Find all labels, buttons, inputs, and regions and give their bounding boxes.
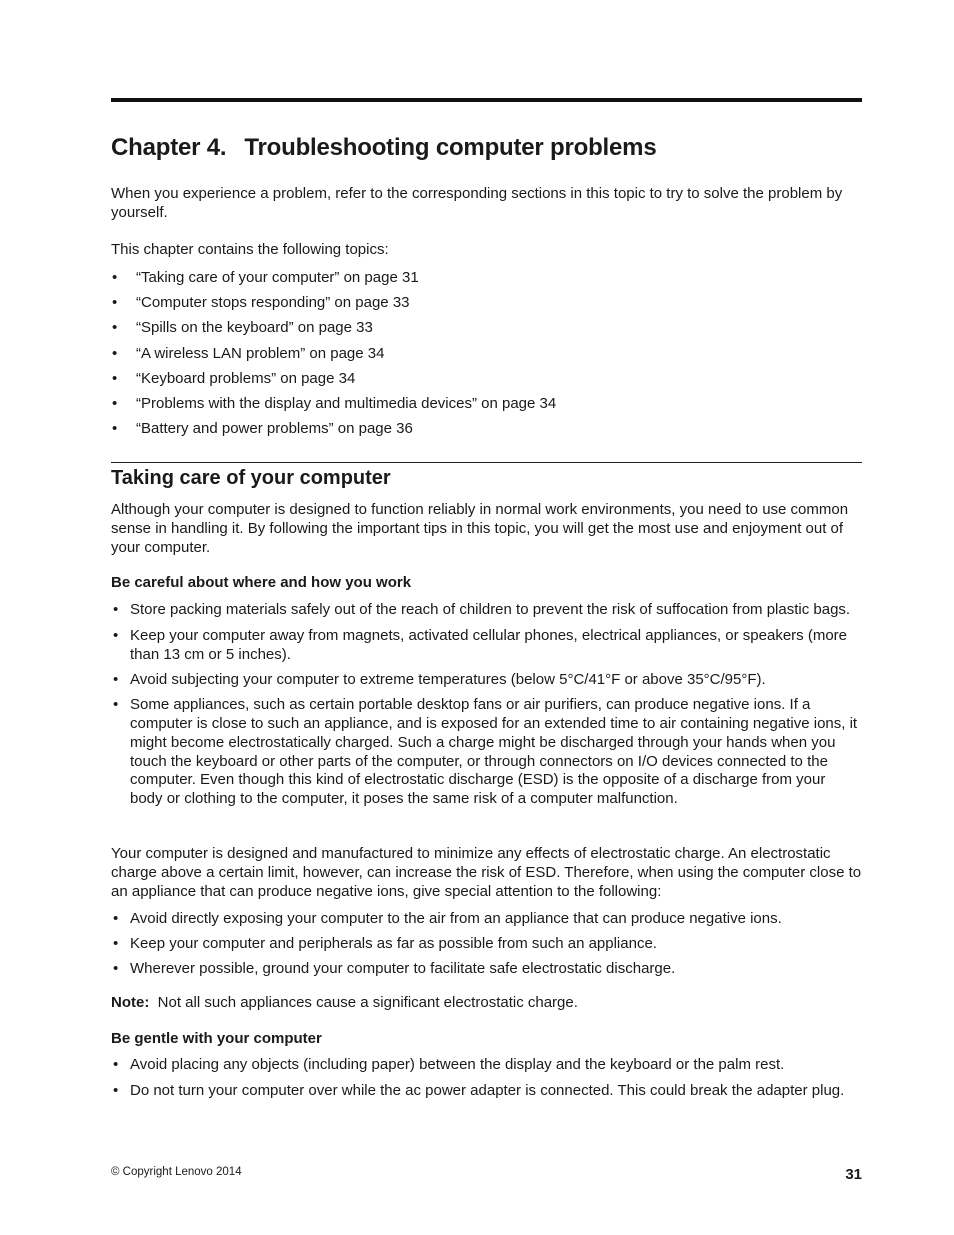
esd-paragraph: Your computer is designed and manufactured to minimize any effects of electrostatic charge. An electrostatic charge above a certain limit, however, can increase the risk of ESD. Therefore, when using the computer close to an appliance that can produce negative ions, give special attention to the following: (111, 845, 862, 900)
section-title: Taking care of your computer (111, 467, 391, 489)
top-rule (111, 98, 862, 102)
note-text: Not all such appliances cause a significant electrostatic charge. (157, 994, 578, 1011)
topic-link[interactable]: • “Computer stops responding” on page 33 (111, 294, 862, 319)
careful-list (111, 601, 862, 809)
chapter-title (111, 134, 656, 162)
topic-link[interactable]: • “Battery and power problems” on page 36 (111, 420, 862, 445)
topic-link[interactable]: • “Problems with the display and multimedia devices” on page 34 (111, 395, 862, 420)
careful-heading: Be careful about where and how you work (111, 574, 412, 591)
esd-list (111, 910, 862, 978)
gentle-list (111, 1056, 862, 1101)
chapter-number: Chapter 4. (111, 134, 227, 161)
page-number: 31 (845, 1166, 862, 1183)
topic-link[interactable]: • “A wireless LAN problem” on page 34 (111, 345, 862, 370)
gentle-heading: Be gentle with your computer (111, 1030, 322, 1047)
list-item: • Avoid placing any objects (including paper) between the display and the keyboard or the palm rest. (111, 1056, 862, 1075)
chapter-title-text: Troubleshooting computer problems (244, 134, 657, 161)
list-item: • Store packing materials safely out of the reach of children to prevent the risk of suffocation from plastic bags. (111, 601, 862, 620)
list-item: • Keep your computer and peripherals as far as possible from such an appliance. (111, 935, 862, 954)
note-label: Note: (111, 994, 150, 1011)
list-item: • Avoid subjecting your computer to extreme temperatures (below 5°C/41°F or above 35°C/95°F). (111, 671, 862, 690)
intro-paragraph: When you experience a problem, refer to the corresponding sections in this topic to try to solve the problem by yourself. (111, 185, 843, 221)
list-item: • Avoid directly exposing your computer to the air from an appliance that can produce negative ions. (111, 910, 862, 929)
topic-list (111, 269, 862, 445)
section-rule (111, 462, 862, 463)
topic-link[interactable]: • “Keyboard problems” on page 34 (111, 370, 862, 395)
topic-link[interactable]: • “Spills on the keyboard” on page 33 (111, 319, 862, 344)
topic-link[interactable]: • “Taking care of your computer” on page 31 (111, 269, 862, 294)
note (111, 994, 862, 1013)
list-item: • Keep your computer away from magnets, activated cellular phones, electrical appliances, or speakers (more than 13 cm or 5 inches). (111, 627, 862, 665)
list-item: • Wherever possible, ground your computer to facilitate safe electrostatic discharge. (111, 960, 862, 979)
list-item: • Some appliances, such as certain portable desktop fans or air purifiers, can produce negative ions. If a computer is close to such an appliance, and is exposed for an extended time to air containing negative ions, it might become electrostatically charged. Such a charge might be discharged through your hands when you touch the keyboard or other parts of the computer, or through connectors on I/O devices connected to the computer. Even though this kind of electrostatic discharge (ESD) is the opposite of a discharge from your body or clothing to the computer, it poses the same risk of a computer malfunction. (111, 696, 862, 809)
section-intro: Although your computer is designed to function reliably in normal work environments, you need to use common sense in handling it. By following the important tips in this topic, you will get the most use and enjoyment out of your computer. (111, 501, 849, 556)
topics-lead: This chapter contains the following topics: (111, 241, 389, 258)
copyright: © Copyright Lenovo 2014 (111, 1166, 242, 1178)
list-item: • Do not turn your computer over while the ac power adapter is connected. This could break the adapter plug. (111, 1082, 862, 1101)
